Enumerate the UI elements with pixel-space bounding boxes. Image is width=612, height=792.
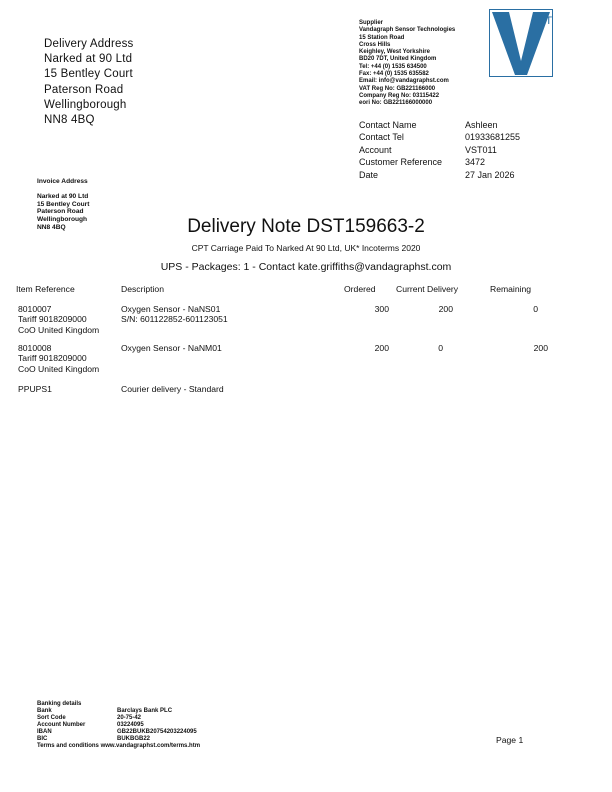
supplier-line: VAT Reg No: GB221166000 [359,85,436,92]
banking-value: 20-75-42 [117,715,142,721]
item-description: Oxygen Sensor - NaNS01 [121,304,221,314]
banking-value: Barclays Bank PLC [117,708,173,714]
supplier-line: BD20 7DT, United Kingdom [359,56,437,63]
banking-row [37,729,200,736]
contact-label: Contact Name [359,120,417,130]
contact-value: VST011 [465,144,497,155]
current-delivery-value: 0 [438,343,443,353]
contact-value: 3472 [465,157,486,168]
contact-row [359,144,520,156]
invoice-address-line: Narked at 90 Ltd [37,193,89,201]
banking-details [37,701,200,750]
banking-key: Account Number [37,722,86,728]
contact-label: Account [359,144,392,155]
incoterms-line: CPT Carriage Paid To Narked At 90 Ltd, UK* Incoterms 2020 [191,243,421,253]
contact-row [359,131,520,143]
tariff: Tariff 9018209000 [18,314,87,325]
page-number: Page 1 [496,735,524,745]
country-of-origin: CoO United Kingdom [18,363,100,374]
item-code: PPUPS1 [18,384,52,394]
table-row-description [121,304,228,325]
ordered-value: 300 [374,304,389,314]
header-remaining: Remaining [490,284,532,294]
banking-row [37,736,200,743]
delivery-address-line: Wellingborough [44,98,127,111]
supplier-line: Supplier [359,20,384,26]
invoice-address-line: 15 Bentley Court [37,200,90,208]
banking-key: Bank [37,708,52,714]
invoice-address-heading: Invoice Address [37,178,88,185]
svg-text:ST: ST [538,15,553,27]
contact-value: 01933681255 [465,132,521,143]
table-row-description [121,384,224,394]
contact-row [359,156,520,168]
supplier-line: eori No: GB221166000000 [359,100,433,107]
serial-range: S/N: 601122852-601123051 [121,314,228,325]
supplier-line: Fax: +44 (0) 1535 635582 [359,71,429,78]
current-delivery-value: 200 [438,304,453,314]
item-code: 8010008 [18,343,52,353]
contact-row [359,169,520,181]
tariff: Tariff 9018209000 [18,353,87,364]
item-description: Oxygen Sensor - NaNM01 [121,343,222,353]
banking-value: 03224095 [117,722,144,728]
supplier-line: Company Reg No: 03115422 [359,92,440,99]
supplier-line: Email: info@vandagraphst.com [359,78,449,85]
contact-label: Date [359,169,379,180]
delivery-address-line: Narked at 90 Ltd [44,53,133,66]
header-item-reference: Item Reference [16,284,75,294]
header-current-delivery: Current Delivery [396,284,459,294]
contact-value: Ashleen [465,120,498,130]
banking-value: GB22BUKB20754203224095 [117,729,197,735]
delivery-address-line: 15 Bentley Court [44,68,133,81]
delivery-address [44,37,133,128]
header-ordered: Ordered [344,284,376,294]
table-row-ref [18,384,52,394]
item-code: 8010007 [18,304,52,314]
invoice-address-line: Wellingborough [37,215,88,223]
banking-row [37,722,200,729]
banking-key: Sort Code [37,715,66,721]
delivery-address-line: NN8 4BQ [44,114,95,127]
country-of-origin: CoO United Kingdom [18,324,100,335]
supplier-line: Tel: +44 (0) 1535 634500 [359,63,427,70]
contact-value: 27 Jan 2026 [465,169,515,180]
header-description: Description [121,284,164,294]
table-row-ref [18,343,99,374]
contact-label: Customer Reference [359,157,443,168]
ordered-value: 200 [374,343,389,353]
banking-heading: Banking details [37,701,82,707]
remaining-value: 200 [533,343,548,353]
table-row-ref [18,304,99,335]
supplier-line: Keighley, West Yorkshire [359,49,430,56]
supplier-block [359,20,455,108]
table-row-description [121,343,222,353]
banking-key: BIC [37,736,48,742]
logo-v-icon [489,9,553,77]
invoice-address-line: NN8 4BQ [37,223,66,231]
contact-label: Contact Tel [359,132,404,143]
invoice-address-line: Paterson Road [37,208,84,216]
terms-link[interactable]: Terms and conditions www.vandagraphst.com/terms.htm [37,743,201,749]
delivery-address-line: Paterson Road [44,83,124,96]
banking-key: IBAN [37,729,52,735]
banking-row [37,715,200,722]
banking-row [37,708,200,715]
carrier-line: UPS - Packages: 1 - Contact kate.griffiths@vandagraphst.com [160,261,452,273]
remaining-value: 0 [533,304,538,314]
supplier-line: Cross Hills [359,41,391,48]
supplier-line: Vandagraph Sensor Technologies [359,27,456,34]
item-description: Courier delivery - Standard [121,384,224,394]
document-title: Delivery Note DST159663-2 [187,216,425,237]
banking-value: BUKBGB22 [117,736,151,742]
delivery-address-heading: Delivery Address [44,38,134,50]
contact-info [359,119,520,181]
supplier-line: 15 Station Road [359,34,405,41]
contact-row [359,119,520,131]
company-logo [489,9,553,77]
